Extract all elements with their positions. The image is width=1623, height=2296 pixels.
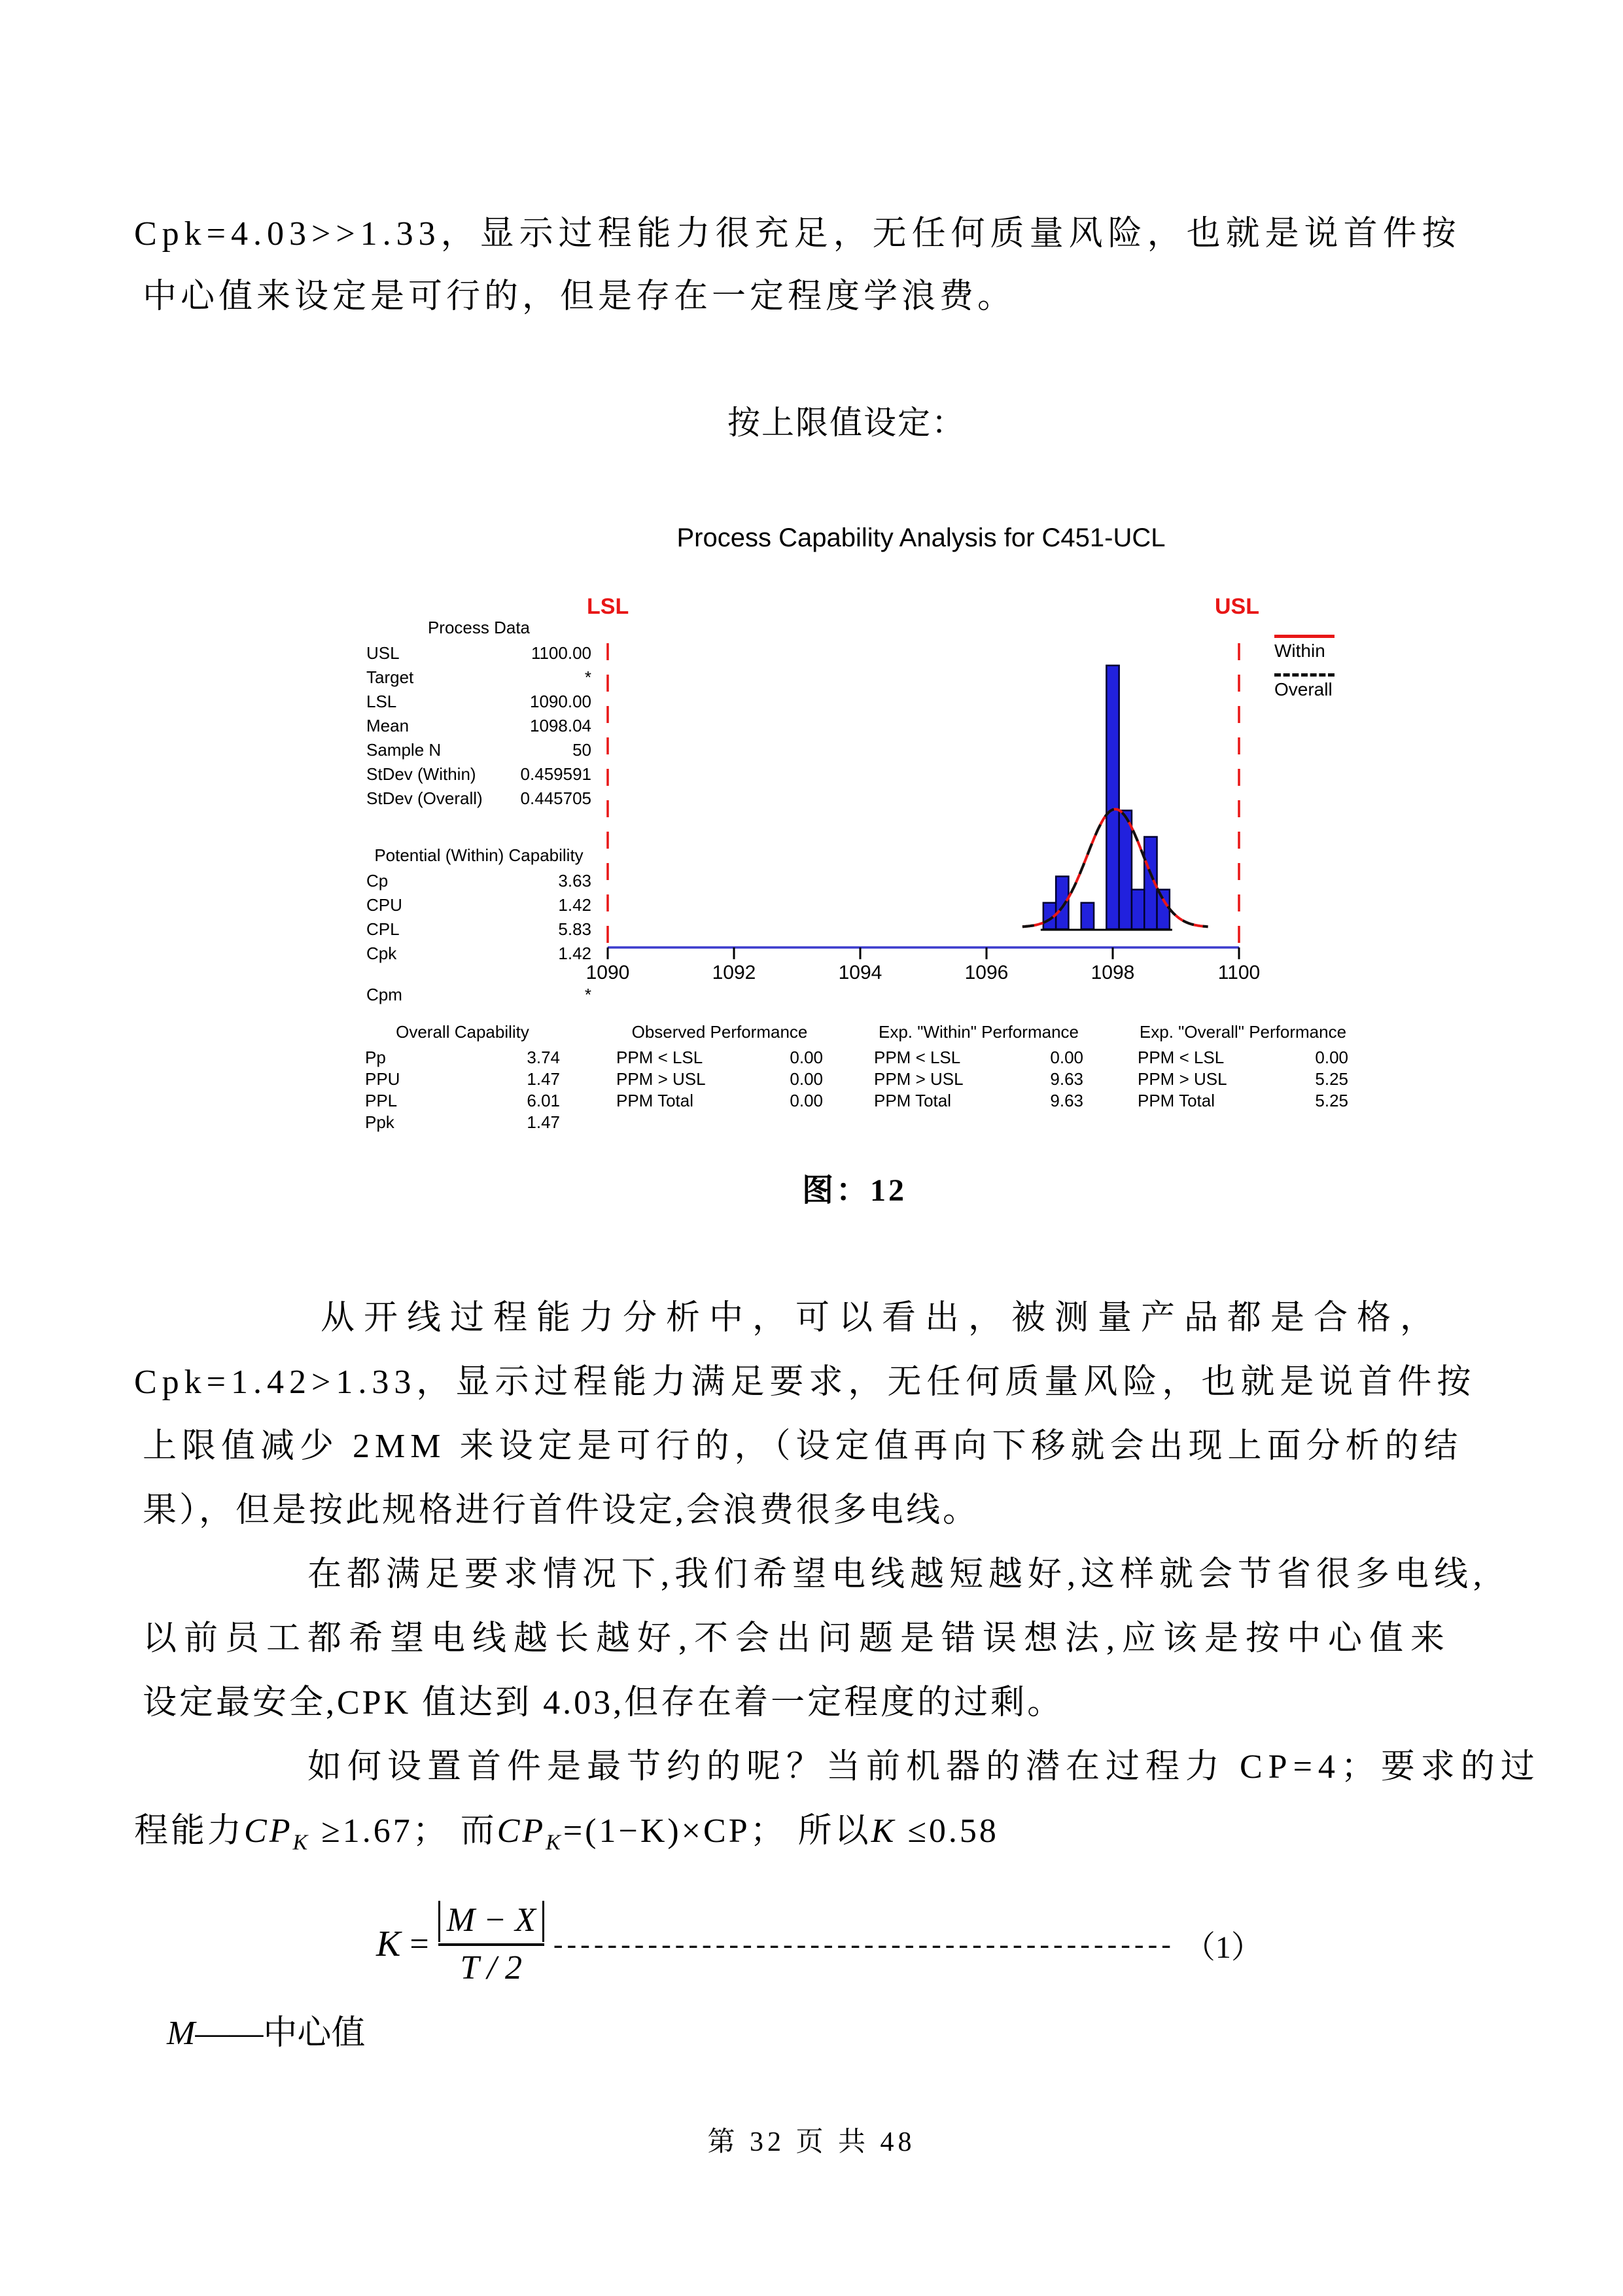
table-row — [366, 692, 591, 716]
overall-capability-header: Overall Capability — [396, 1022, 529, 1042]
row-value: 5.25 — [1315, 1091, 1348, 1110]
table-row — [366, 788, 591, 813]
table-row — [366, 764, 591, 788]
table-row — [365, 1048, 560, 1069]
row-label: Cpm — [366, 985, 402, 1004]
exp-overall-performance-header: Exp. "Overall" Performance — [1139, 1022, 1347, 1042]
x-tick-label: 1090 — [585, 962, 630, 983]
table-row — [366, 716, 591, 740]
row-value: 3.63 — [558, 871, 591, 891]
table-row — [366, 944, 591, 968]
x-tick-label: 1096 — [964, 962, 1009, 983]
paragraph-2-line-2: Cpk=1.42>1.33，显示过程能力满足要求，无任何质量风险，也就是说首件按 — [134, 1364, 1476, 1401]
table-row — [365, 1112, 560, 1134]
table-row — [1138, 1069, 1348, 1091]
text-segment: 程能力 — [134, 1812, 245, 1850]
equation-lhs: K — [376, 1924, 401, 1964]
row-value: 3.74 — [527, 1048, 560, 1067]
row-label: Mean — [366, 716, 410, 735]
row-label: PPL — [365, 1091, 398, 1110]
row-label: Sample N — [366, 740, 442, 760]
within-line-swatch — [1274, 635, 1335, 638]
histogram-plot — [563, 628, 1295, 1001]
legend-within-label: Within — [1274, 641, 1325, 661]
row-value: 1090.00 — [530, 692, 591, 711]
row-value: 9.63 — [1050, 1069, 1083, 1089]
x-tick-label: 1100 — [1217, 962, 1261, 983]
table-row — [874, 1069, 1083, 1091]
paragraph-2-line-3: 上限值减少 2MM 来设定是可行的，（设定值再向下移就会出现上面分析的结 — [143, 1428, 1463, 1465]
process-data-table — [366, 618, 591, 813]
row-label: CPU — [366, 895, 402, 915]
paragraph-3-line-2: 以前员工都希望电线越长越好,不会出问题是错误想法,应该是按中心值来 — [143, 1620, 1452, 1657]
observed-performance-table — [616, 1022, 823, 1112]
paragraph-2-line-1: 从开线过程能力分析中，可以看出，被测量产品都是合格， — [321, 1299, 1444, 1337]
table-row — [616, 1091, 823, 1112]
row-value: 6.01 — [527, 1091, 560, 1110]
row-value: 0.00 — [790, 1091, 823, 1110]
row-value: 50 — [572, 740, 591, 760]
usl-label: USL — [1215, 594, 1259, 619]
row-value: 9.63 — [1050, 1091, 1083, 1110]
paragraph-2-line-4: 果），但是按此规格进行首件设定,会浪费很多电线。 — [143, 1492, 980, 1529]
text-segment: =(1−K)×CP； 所以 — [563, 1812, 871, 1850]
histogram-bar — [1119, 811, 1132, 929]
cpm-row — [366, 985, 591, 1005]
row-value: 1.47 — [527, 1069, 560, 1089]
table-row — [366, 919, 591, 944]
table-row — [366, 871, 591, 895]
table-row — [366, 667, 591, 692]
table-row — [365, 1069, 560, 1091]
page-number-footer: 第 32 页 共 48 — [707, 2127, 916, 2157]
table-row — [366, 643, 591, 667]
row-label: Target — [366, 667, 414, 687]
overall-capability-table — [365, 1022, 560, 1134]
row-value: 0.00 — [790, 1069, 823, 1089]
text-segment: ≥1.67； 而 — [310, 1812, 497, 1850]
exp-overall-performance-table — [1138, 1022, 1348, 1112]
row-value: 5.25 — [1315, 1069, 1348, 1089]
math-m: M — [167, 2015, 196, 2052]
row-value: 0.00 — [790, 1048, 823, 1067]
row-value: 0.445705 — [520, 788, 591, 808]
row-value: 1100.00 — [531, 643, 591, 663]
fraction-bar — [438, 1943, 544, 1946]
section-heading: 按上限值设定： — [727, 404, 966, 441]
x-tick-label: 1092 — [712, 962, 756, 983]
row-value: 0.459591 — [520, 764, 591, 784]
row-label: Pp — [365, 1048, 386, 1067]
observed-performance-header: Observed Performance — [631, 1022, 808, 1042]
histogram-bar — [1157, 890, 1170, 929]
x-tick-label: 1094 — [838, 962, 882, 983]
math-cp: CP — [497, 1812, 546, 1850]
fraction-denominator: T / 2 — [460, 1949, 522, 1987]
row-value: * — [584, 667, 591, 687]
table-row — [365, 1091, 560, 1112]
table-row — [874, 1091, 1083, 1112]
text-segment: ——中心值 — [195, 2015, 366, 2052]
legend-overall-label: Overall — [1274, 679, 1333, 699]
fraction — [438, 1901, 544, 1987]
math-cp: CP — [244, 1812, 293, 1850]
row-label: PPM Total — [616, 1091, 694, 1110]
row-label: PPM < LSL — [616, 1048, 703, 1067]
figure-caption: 图：12 — [802, 1173, 907, 1208]
row-label: PPM > USL — [616, 1069, 706, 1089]
table-row — [366, 740, 591, 764]
histogram-bar — [1081, 903, 1094, 929]
row-label: LSL — [366, 692, 397, 711]
text-segment: ≤0.58 — [896, 1812, 999, 1850]
histogram-bar — [1132, 890, 1144, 929]
row-label: USL — [366, 643, 400, 663]
row-label: PPM > USL — [874, 1069, 964, 1089]
table-row — [616, 1069, 823, 1091]
histogram-bar — [1106, 665, 1119, 929]
row-label: PPM < LSL — [1138, 1048, 1225, 1067]
paragraph-4-line-2 — [134, 1812, 999, 1855]
row-label: StDev (Overall) — [366, 788, 483, 808]
row-value: * — [584, 985, 591, 1004]
row-value: 5.83 — [558, 919, 591, 939]
row-value: 0.00 — [1315, 1048, 1348, 1067]
row-label: PPM < LSL — [874, 1048, 961, 1067]
equals-sign: = — [410, 1925, 429, 1963]
row-label: Cp — [366, 871, 389, 891]
process-data-header: Process Data — [427, 618, 531, 637]
table-row — [616, 1048, 823, 1069]
row-value: 0.00 — [1050, 1048, 1083, 1067]
equation-number: （1） — [1183, 1930, 1263, 1965]
fraction-numerator: M − X — [438, 1901, 544, 1942]
exp-within-performance-header: Exp. "Within" Performance — [878, 1022, 1079, 1042]
lsl-label: LSL — [587, 594, 629, 619]
row-label: StDev (Within) — [366, 764, 476, 784]
dashed-leader: ---------------------------------------------- — [553, 1928, 1175, 1960]
chart-legend — [1274, 635, 1353, 700]
row-label: PPU — [365, 1069, 400, 1089]
row-value: 1098.04 — [530, 716, 591, 735]
overall-line-swatch — [1274, 673, 1335, 677]
row-label: Cpk — [366, 944, 397, 963]
potential-capability-table — [366, 845, 591, 968]
paragraph-3-line-3: 设定最安全,CPK 值达到 4.03,但存在着一定程度的过剩。 — [143, 1684, 1064, 1722]
paragraph-3-line-1: 在都满足要求情况下,我们希望电线越短越好,这样就会节省很多电线, — [307, 1556, 1488, 1593]
paragraph-1-line-2: 中心值来设定是可行的，但是存在一定程度学浪费。 — [143, 278, 1016, 315]
row-value: 1.42 — [558, 944, 591, 963]
math-sub-k: K — [292, 1830, 311, 1855]
row-label: PPM Total — [1138, 1091, 1215, 1110]
table-row — [366, 895, 591, 919]
paragraph-4-line-1: 如何设置首件是最节约的呢？当前机器的潜在过程力 CP=4；要求的过 — [307, 1748, 1541, 1786]
paragraph-1-line-1: Cpk=4.03>>1.33，显示过程能力很充足，无任何质量风险，也就是说首件按 — [134, 215, 1461, 253]
row-label: Ppk — [365, 1112, 394, 1132]
row-label: CPL — [366, 919, 400, 939]
exp-within-performance-table — [874, 1022, 1083, 1112]
table-row — [1138, 1048, 1348, 1069]
m-definition — [167, 2014, 365, 2053]
chart-title: Process Capability Analysis for C451-UCL — [676, 523, 1166, 552]
row-value: 1.47 — [527, 1112, 560, 1132]
x-tick-label: 1098 — [1091, 962, 1135, 983]
equation-1 — [376, 1896, 1263, 1992]
table-row — [1138, 1091, 1348, 1112]
math-sub-k: K — [546, 1830, 563, 1855]
row-label: PPM > USL — [1138, 1069, 1227, 1089]
math-k: K — [871, 1812, 897, 1850]
row-label: PPM Total — [874, 1091, 952, 1110]
row-value: 1.42 — [558, 895, 591, 915]
potential-capability-header: Potential (Within) Capability — [374, 845, 584, 865]
table-row — [874, 1048, 1083, 1069]
